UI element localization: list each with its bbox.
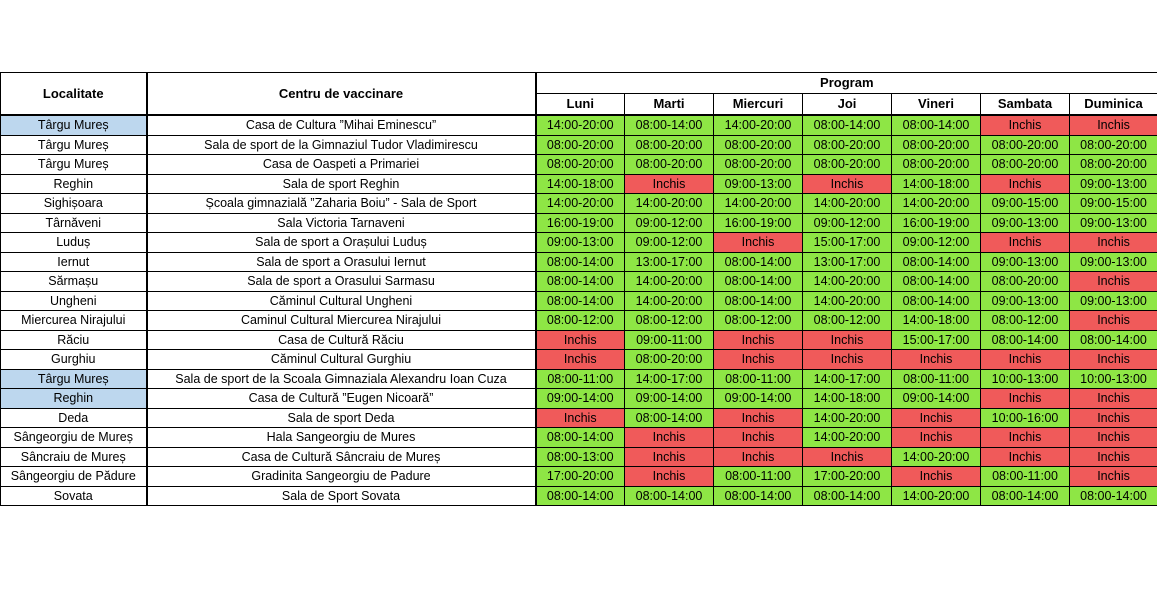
cell-program-luni: 08:00-14:00 <box>536 272 625 292</box>
cell-program-miercuri: 08:00-20:00 <box>714 155 803 175</box>
cell-program-sambata: Inchis <box>981 233 1070 253</box>
cell-program-joi: Inchis <box>803 174 892 194</box>
cell-program-duminica: Inchis <box>1070 272 1157 292</box>
cell-program-luni: Inchis <box>536 350 625 370</box>
cell-program-duminica: 08:00-14:00 <box>1070 486 1157 506</box>
table-row <box>1 155 1157 175</box>
cell-program-miercuri: 08:00-11:00 <box>714 369 803 389</box>
table-row <box>1 447 1157 467</box>
cell-program-vineri: 08:00-14:00 <box>892 272 981 292</box>
cell-program-vineri: 08:00-20:00 <box>892 135 981 155</box>
cell-program-duminica: Inchis <box>1070 467 1157 487</box>
table-row <box>1 194 1157 214</box>
cell-program-marti: 14:00-20:00 <box>625 194 714 214</box>
cell-localitate: Târgu Mureș <box>1 155 147 175</box>
cell-localitate: Sărmașu <box>1 272 147 292</box>
cell-program-joi: 08:00-14:00 <box>803 115 892 135</box>
cell-program-duminica: 09:00-13:00 <box>1070 252 1157 272</box>
cell-program-sambata: Inchis <box>981 428 1070 448</box>
header-day-duminica: Duminica <box>1070 93 1157 115</box>
cell-centru: Gradinita Sangeorgiu de Padure <box>147 467 536 487</box>
cell-program-sambata: 08:00-20:00 <box>981 135 1070 155</box>
cell-centru: Sala de sport a Orasului Sarmasu <box>147 272 536 292</box>
cell-centru: Căminul Cultural Ungheni <box>147 291 536 311</box>
cell-localitate: Târgu Mureș <box>1 369 147 389</box>
header-program: Program <box>536 73 1157 94</box>
cell-centru: Hala Sangeorgiu de Mures <box>147 428 536 448</box>
cell-program-marti: 14:00-17:00 <box>625 369 714 389</box>
cell-program-vineri: 16:00-19:00 <box>892 213 981 233</box>
cell-localitate: Sângeorgiu de Mureș <box>1 428 147 448</box>
cell-program-miercuri: 08:00-14:00 <box>714 252 803 272</box>
cell-program-vineri: 09:00-12:00 <box>892 233 981 253</box>
table-row <box>1 486 1157 506</box>
cell-program-miercuri: 08:00-20:00 <box>714 135 803 155</box>
cell-program-duminica: Inchis <box>1070 233 1157 253</box>
cell-program-luni: Inchis <box>536 408 625 428</box>
cell-program-duminica: Inchis <box>1070 389 1157 409</box>
table-row <box>1 291 1157 311</box>
table-row <box>1 369 1157 389</box>
cell-program-miercuri: Inchis <box>714 233 803 253</box>
cell-program-miercuri: 16:00-19:00 <box>714 213 803 233</box>
cell-centru: Sala de sport Deda <box>147 408 536 428</box>
table-row <box>1 330 1157 350</box>
cell-program-duminica: 09:00-13:00 <box>1070 174 1157 194</box>
cell-program-sambata: 10:00-13:00 <box>981 369 1070 389</box>
cell-program-joi: 08:00-20:00 <box>803 155 892 175</box>
cell-centru: Casa de Oaspeti a Primariei <box>147 155 536 175</box>
cell-program-marti: 08:00-20:00 <box>625 350 714 370</box>
cell-program-luni: 09:00-14:00 <box>536 389 625 409</box>
cell-program-joi: 08:00-20:00 <box>803 135 892 155</box>
cell-program-sambata: 08:00-20:00 <box>981 272 1070 292</box>
cell-program-duminica: 08:00-20:00 <box>1070 135 1157 155</box>
cell-program-miercuri: 09:00-14:00 <box>714 389 803 409</box>
cell-program-duminica: Inchis <box>1070 350 1157 370</box>
cell-program-vineri: 15:00-17:00 <box>892 330 981 350</box>
cell-program-joi: Inchis <box>803 330 892 350</box>
cell-program-luni: 08:00-14:00 <box>536 252 625 272</box>
cell-program-luni: 09:00-13:00 <box>536 233 625 253</box>
table-row <box>1 428 1157 448</box>
cell-program-vineri: Inchis <box>892 408 981 428</box>
cell-program-joi: 13:00-17:00 <box>803 252 892 272</box>
header-day-luni: Luni <box>536 93 625 115</box>
cell-program-duminica: 09:00-13:00 <box>1070 213 1157 233</box>
cell-centru: Sala de sport de la Scoala Gimnaziala Alexandru Ioan Cuza <box>147 369 536 389</box>
cell-program-marti: 08:00-12:00 <box>625 311 714 331</box>
cell-program-sambata: 09:00-13:00 <box>981 252 1070 272</box>
cell-program-vineri: 09:00-14:00 <box>892 389 981 409</box>
cell-program-luni: 08:00-14:00 <box>536 428 625 448</box>
table-row <box>1 213 1157 233</box>
cell-program-marti: Inchis <box>625 174 714 194</box>
cell-program-sambata: 10:00-16:00 <box>981 408 1070 428</box>
cell-program-miercuri: 08:00-11:00 <box>714 467 803 487</box>
cell-program-luni: 14:00-18:00 <box>536 174 625 194</box>
cell-program-luni: 08:00-13:00 <box>536 447 625 467</box>
cell-localitate: Luduș <box>1 233 147 253</box>
cell-program-miercuri: Inchis <box>714 428 803 448</box>
cell-program-marti: 08:00-14:00 <box>625 486 714 506</box>
cell-program-marti: 14:00-20:00 <box>625 272 714 292</box>
cell-program-duminica: Inchis <box>1070 115 1157 135</box>
cell-localitate: Răciu <box>1 330 147 350</box>
cell-program-marti: 08:00-20:00 <box>625 135 714 155</box>
cell-program-miercuri: Inchis <box>714 447 803 467</box>
cell-program-marti: 08:00-14:00 <box>625 115 714 135</box>
cell-program-joi: 08:00-12:00 <box>803 311 892 331</box>
cell-centru: Căminul Cultural Gurghiu <box>147 350 536 370</box>
cell-program-miercuri: 08:00-14:00 <box>714 272 803 292</box>
cell-program-duminica: 10:00-13:00 <box>1070 369 1157 389</box>
cell-program-vineri: 08:00-14:00 <box>892 115 981 135</box>
cell-program-luni: 08:00-20:00 <box>536 135 625 155</box>
cell-program-sambata: 08:00-12:00 <box>981 311 1070 331</box>
cell-program-vineri: 14:00-18:00 <box>892 311 981 331</box>
cell-program-duminica: 08:00-14:00 <box>1070 330 1157 350</box>
cell-centru: Școala gimnazială ”Zaharia Boiu” - Sala de Sport <box>147 194 536 214</box>
cell-program-luni: 17:00-20:00 <box>536 467 625 487</box>
cell-program-sambata: 08:00-14:00 <box>981 330 1070 350</box>
cell-program-joi: Inchis <box>803 350 892 370</box>
cell-program-miercuri: 08:00-12:00 <box>714 311 803 331</box>
cell-program-luni: 16:00-19:00 <box>536 213 625 233</box>
cell-localitate: Târgu Mureș <box>1 115 147 135</box>
cell-program-luni: 14:00-20:00 <box>536 194 625 214</box>
cell-program-joi: 09:00-12:00 <box>803 213 892 233</box>
cell-centru: Sala de sport a Orașului Luduș <box>147 233 536 253</box>
cell-centru: Casa de Cultură Sâncraiu de Mureș <box>147 447 536 467</box>
cell-program-joi: Inchis <box>803 447 892 467</box>
header-centru: Centru de vaccinare <box>147 73 536 116</box>
cell-program-miercuri: 14:00-20:00 <box>714 115 803 135</box>
header-localitate: Localitate <box>1 73 147 116</box>
table-row <box>1 174 1157 194</box>
cell-program-miercuri: 08:00-14:00 <box>714 486 803 506</box>
cell-program-vineri: 14:00-20:00 <box>892 194 981 214</box>
header-day-vineri: Vineri <box>892 93 981 115</box>
cell-program-vineri: 08:00-14:00 <box>892 252 981 272</box>
cell-program-sambata: Inchis <box>981 174 1070 194</box>
cell-program-sambata: 09:00-15:00 <box>981 194 1070 214</box>
cell-program-marti: 09:00-11:00 <box>625 330 714 350</box>
table-row <box>1 272 1157 292</box>
cell-program-duminica: Inchis <box>1070 408 1157 428</box>
cell-program-sambata: Inchis <box>981 447 1070 467</box>
cell-program-sambata: 08:00-14:00 <box>981 486 1070 506</box>
table-row <box>1 135 1157 155</box>
cell-localitate: Târgu Mureș <box>1 135 147 155</box>
cell-program-joi: 14:00-17:00 <box>803 369 892 389</box>
cell-program-marti: 13:00-17:00 <box>625 252 714 272</box>
cell-program-sambata: 08:00-11:00 <box>981 467 1070 487</box>
header-day-marti: Marti <box>625 93 714 115</box>
cell-program-sambata: 08:00-20:00 <box>981 155 1070 175</box>
cell-program-vineri: 08:00-14:00 <box>892 291 981 311</box>
cell-localitate: Reghin <box>1 174 147 194</box>
cell-localitate: Sighișoara <box>1 194 147 214</box>
cell-program-sambata: Inchis <box>981 389 1070 409</box>
cell-program-luni: Inchis <box>536 330 625 350</box>
cell-program-marti: 09:00-12:00 <box>625 213 714 233</box>
table-row <box>1 350 1157 370</box>
cell-program-joi: 14:00-18:00 <box>803 389 892 409</box>
header-day-sambata: Sambata <box>981 93 1070 115</box>
cell-program-sambata: 09:00-13:00 <box>981 291 1070 311</box>
cell-program-joi: 08:00-14:00 <box>803 486 892 506</box>
cell-centru: Sala de sport a Orasului Iernut <box>147 252 536 272</box>
table-row <box>1 389 1157 409</box>
cell-program-luni: 08:00-14:00 <box>536 291 625 311</box>
cell-centru: Caminul Cultural Miercurea Nirajului <box>147 311 536 331</box>
cell-program-duminica: 08:00-20:00 <box>1070 155 1157 175</box>
cell-program-duminica: Inchis <box>1070 447 1157 467</box>
cell-program-marti: 08:00-20:00 <box>625 155 714 175</box>
cell-program-vineri: Inchis <box>892 350 981 370</box>
cell-program-sambata: 09:00-13:00 <box>981 213 1070 233</box>
cell-program-sambata: Inchis <box>981 115 1070 135</box>
table-row <box>1 311 1157 331</box>
cell-localitate: Sovata <box>1 486 147 506</box>
cell-program-vineri: 08:00-20:00 <box>892 155 981 175</box>
table-row <box>1 252 1157 272</box>
cell-program-miercuri: Inchis <box>714 350 803 370</box>
header-day-miercuri: Miercuri <box>714 93 803 115</box>
cell-program-miercuri: 09:00-13:00 <box>714 174 803 194</box>
cell-centru: Sala de Sport Sovata <box>147 486 536 506</box>
cell-localitate: Reghin <box>1 389 147 409</box>
cell-localitate: Sângeorgiu de Pădure <box>1 467 147 487</box>
cell-program-joi: 14:00-20:00 <box>803 272 892 292</box>
cell-program-marti: 09:00-12:00 <box>625 233 714 253</box>
cell-program-marti: 09:00-14:00 <box>625 389 714 409</box>
cell-program-luni: 08:00-12:00 <box>536 311 625 331</box>
table-row <box>1 115 1157 135</box>
cell-program-vineri: 14:00-20:00 <box>892 486 981 506</box>
table-row <box>1 233 1157 253</box>
cell-program-vineri: Inchis <box>892 467 981 487</box>
cell-program-joi: 14:00-20:00 <box>803 428 892 448</box>
cell-program-joi: 17:00-20:00 <box>803 467 892 487</box>
cell-centru: Sala de sport Reghin <box>147 174 536 194</box>
cell-localitate: Deda <box>1 408 147 428</box>
table-row <box>1 467 1157 487</box>
cell-program-sambata: Inchis <box>981 350 1070 370</box>
cell-localitate: Ungheni <box>1 291 147 311</box>
cell-program-duminica: Inchis <box>1070 311 1157 331</box>
cell-program-vineri: 08:00-11:00 <box>892 369 981 389</box>
cell-program-vineri: 14:00-18:00 <box>892 174 981 194</box>
cell-program-marti: Inchis <box>625 428 714 448</box>
cell-program-marti: 08:00-14:00 <box>625 408 714 428</box>
header-day-joi: Joi <box>803 93 892 115</box>
cell-centru: Casa de Cultură ”Eugen Nicoară” <box>147 389 536 409</box>
cell-program-luni: 14:00-20:00 <box>536 115 625 135</box>
table-row <box>1 408 1157 428</box>
cell-program-marti: Inchis <box>625 447 714 467</box>
cell-program-miercuri: Inchis <box>714 330 803 350</box>
cell-program-marti: Inchis <box>625 467 714 487</box>
cell-localitate: Miercurea Nirajului <box>1 311 147 331</box>
cell-program-luni: 08:00-11:00 <box>536 369 625 389</box>
cell-localitate: Gurghiu <box>1 350 147 370</box>
cell-centru: Sala de sport de la Gimnaziul Tudor Vladimirescu <box>147 135 536 155</box>
cell-program-miercuri: 14:00-20:00 <box>714 194 803 214</box>
vaccination-schedule-table <box>0 72 1157 506</box>
cell-localitate: Iernut <box>1 252 147 272</box>
cell-program-miercuri: Inchis <box>714 408 803 428</box>
cell-centru: Casa de Cultura ”Mihai Eminescu” <box>147 115 536 135</box>
cell-centru: Casa de Cultură Răciu <box>147 330 536 350</box>
cell-centru: Sala Victoria Tarnaveni <box>147 213 536 233</box>
cell-localitate: Târnăveni <box>1 213 147 233</box>
cell-program-marti: 14:00-20:00 <box>625 291 714 311</box>
cell-program-joi: 14:00-20:00 <box>803 408 892 428</box>
cell-program-joi: 15:00-17:00 <box>803 233 892 253</box>
cell-program-duminica: 09:00-13:00 <box>1070 291 1157 311</box>
cell-localitate: Sâncraiu de Mureș <box>1 447 147 467</box>
cell-program-luni: 08:00-20:00 <box>536 155 625 175</box>
cell-program-luni: 08:00-14:00 <box>536 486 625 506</box>
cell-program-joi: 14:00-20:00 <box>803 194 892 214</box>
cell-program-vineri: 14:00-20:00 <box>892 447 981 467</box>
cell-program-duminica: 09:00-15:00 <box>1070 194 1157 214</box>
cell-program-duminica: Inchis <box>1070 428 1157 448</box>
cell-program-vineri: Inchis <box>892 428 981 448</box>
cell-program-miercuri: 08:00-14:00 <box>714 291 803 311</box>
cell-program-joi: 14:00-20:00 <box>803 291 892 311</box>
